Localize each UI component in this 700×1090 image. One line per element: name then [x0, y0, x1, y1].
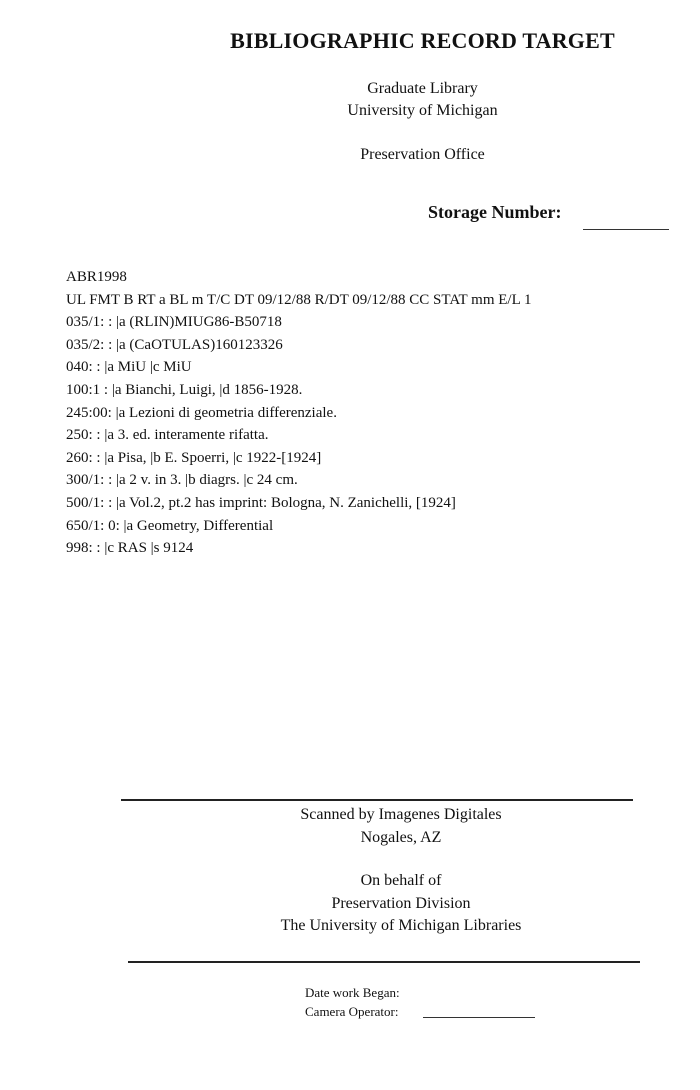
page-title: BIBLIOGRAPHIC RECORD TARGET — [230, 28, 615, 53]
record-field: 300/1: : |a 2 v. in 3. |b diagrs. |c 24 cm. — [66, 472, 298, 489]
record-field: 040: : |a MiU |c MiU — [66, 359, 192, 376]
divider-top — [121, 799, 633, 801]
record-field: 035/1: : |a (RLIN)MIUG86-B50718 — [66, 314, 282, 331]
record-field: 998: : |c RAS |s 9124 — [66, 540, 194, 557]
university-name: University of Michigan — [347, 102, 498, 119]
storage-number-blank — [583, 229, 669, 230]
record-field: 035/2: : |a (CaOTULAS)160123326 — [66, 336, 283, 353]
division-name: Preservation Division — [331, 895, 471, 912]
record-field: 100:1 : |a Bianchi, Luigi, |d 1856-1928. — [66, 381, 303, 398]
on-behalf-label: On behalf of — [360, 872, 442, 889]
camera-operator-blank — [423, 1017, 535, 1018]
record-field: 650/1: 0: |a Geometry, Differential — [66, 517, 274, 534]
record-field: 245:00: |a Lezioni di geometria differenziale. — [66, 404, 337, 421]
office-name: Preservation Office — [360, 146, 485, 163]
record-id: ABR1998 — [66, 269, 127, 285]
scanner-location: Nogales, AZ — [360, 829, 442, 846]
record-field: UL FMT B RT a BL m T/C DT 09/12/88 R/DT 09/12/88 CC STAT mm E/L 1 — [66, 291, 532, 308]
scanner-credit: Scanned by Imagenes Digitales — [300, 806, 502, 823]
record-field: 500/1: : |a Vol.2, pt.2 has imprint: Bologna, N. Zanichelli, [1924] — [66, 494, 456, 511]
record-field: 250: : |a 3. ed. interamente rifatta. — [66, 427, 269, 444]
storage-number-label: Storage Number: — [428, 202, 562, 222]
camera-operator-label: Camera Operator: — [305, 1004, 399, 1019]
library-name: Graduate Library — [367, 80, 478, 97]
bibliographic-record — [66, 266, 531, 560]
record-field: 260: : |a Pisa, |b E. Spoerri, |c 1922-[1924] — [66, 449, 322, 466]
libraries-name: The University of Michigan Libraries — [280, 917, 522, 934]
date-work-began-label: Date work Began: — [305, 985, 400, 1000]
divider-bottom — [128, 961, 640, 963]
